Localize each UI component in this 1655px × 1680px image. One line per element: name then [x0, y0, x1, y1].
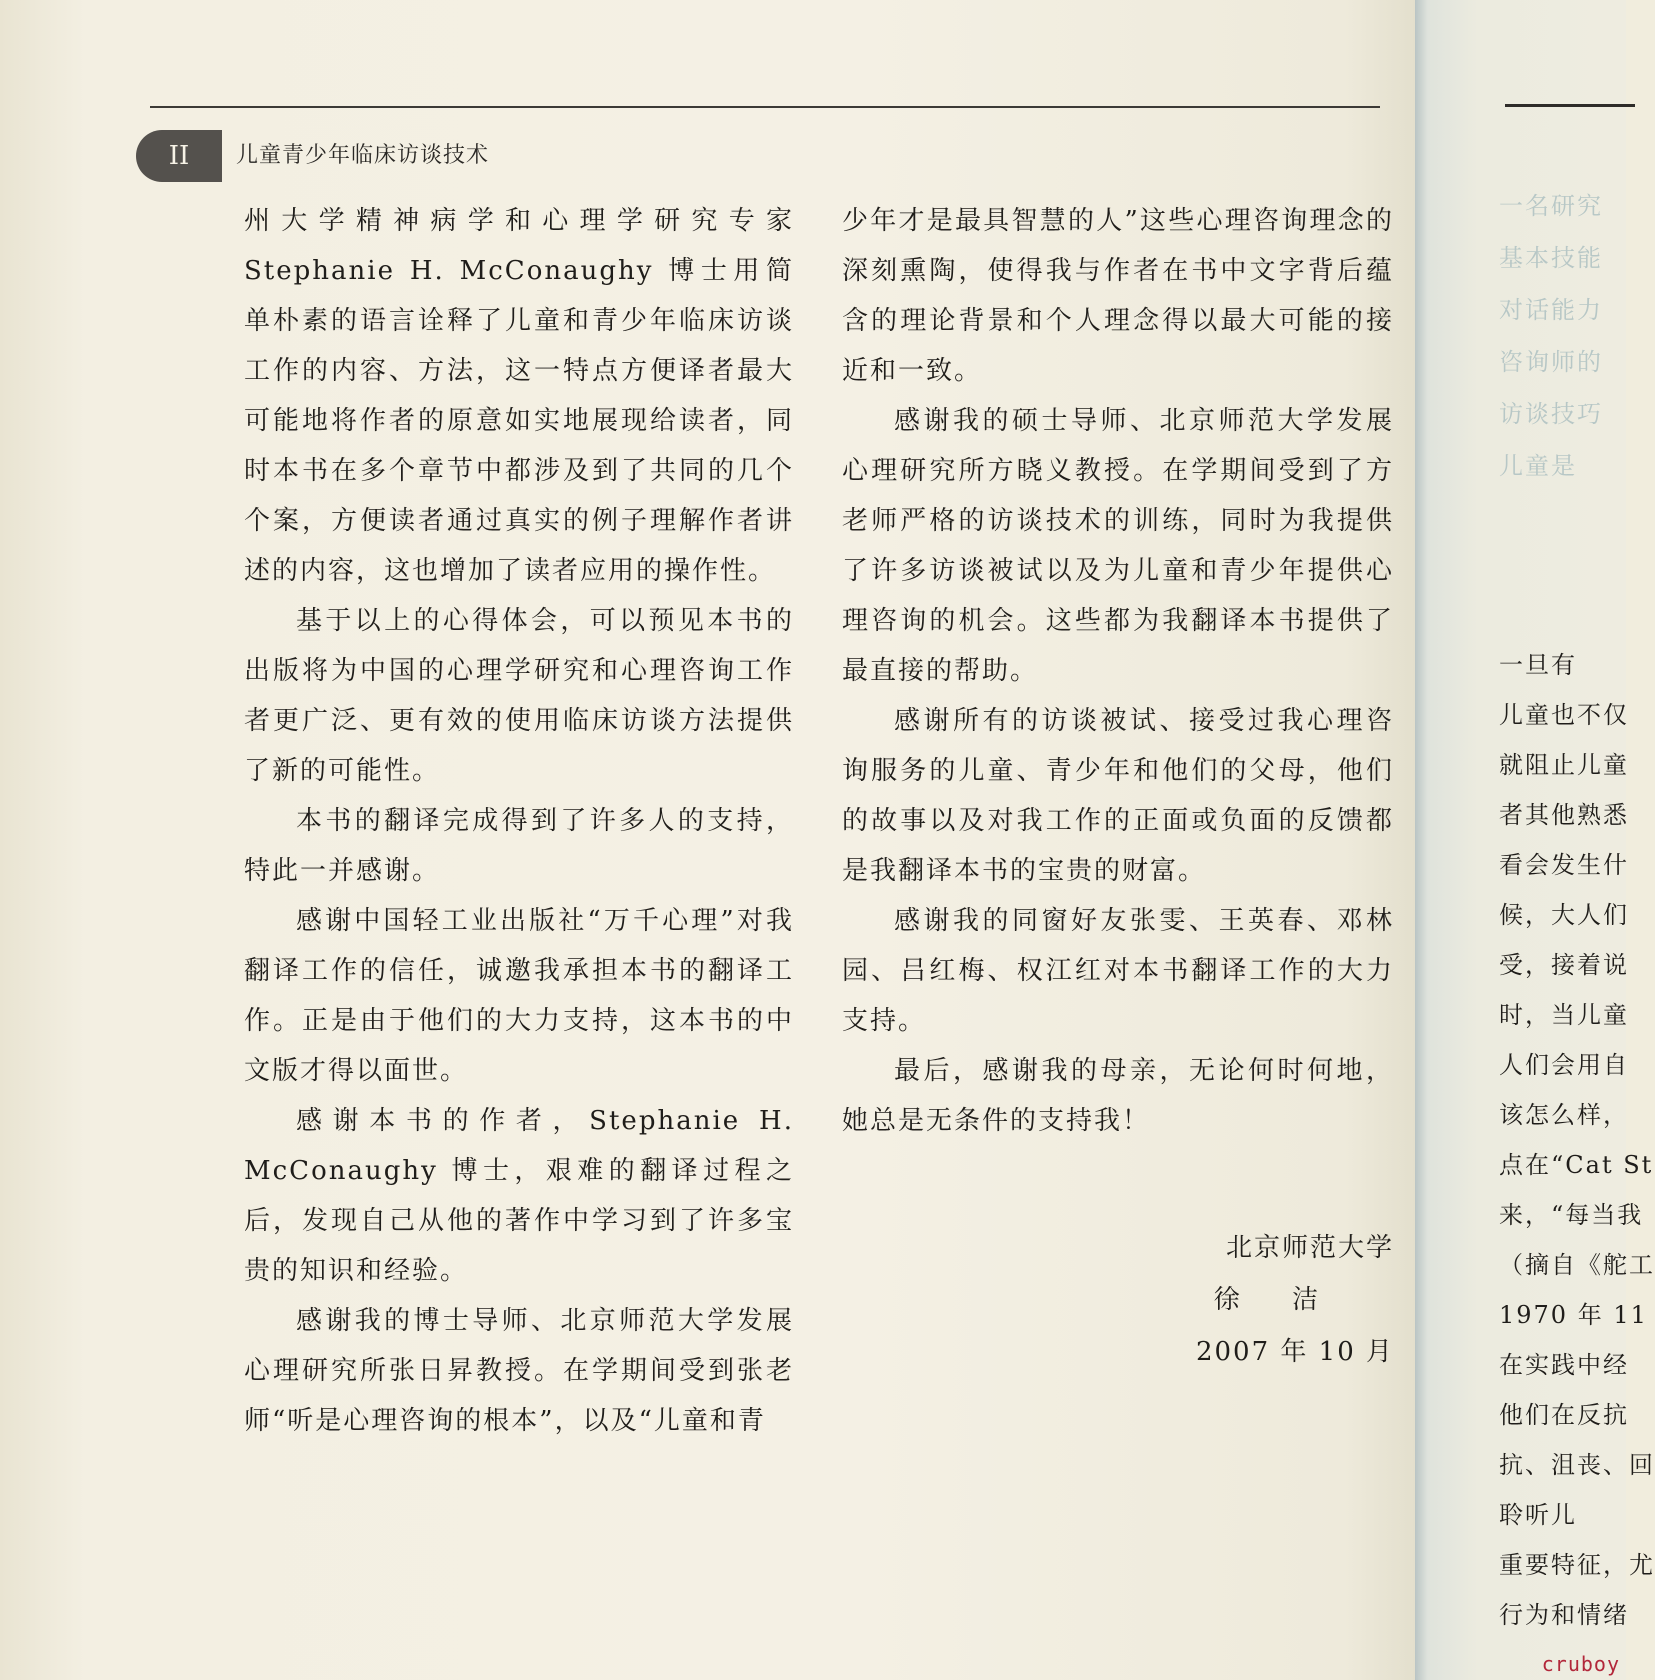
- signature-date: 2007 年 10 月: [1195, 1337, 1394, 1367]
- paragraph: 最后，感谢我的母亲，无论何时何地，她总是无条件的支持我！: [842, 1056, 1394, 1136]
- right-column: [842, 196, 1394, 1378]
- next-page-line: 时，当儿童: [1499, 1001, 1629, 1029]
- paragraph: 感谢所有的访谈被试、接受过我心理咨询服务的儿童、青少年和他们的父母，他们的故事以及对我工作的正面或负面的反馈都是我翻译本书的宝贵的财富。: [842, 706, 1394, 886]
- next-page-line: 就阻止儿童: [1499, 751, 1629, 779]
- paragraph: 感谢我的硕士导师、北京师范大学发展心理研究所方晓义教授。在学期间受到了方老师严格的访谈技术的训练，同时为我提供了许多访谈被试以及为儿童和青少年提供心理咨询的机会。这些都为我翻译本书提供了最直接的帮助。: [842, 406, 1394, 686]
- running-title: 儿童青少年临床访谈技术: [236, 143, 490, 168]
- next-page-line: 点在“Cat St: [1499, 1151, 1654, 1179]
- next-page-line: 他们在反抗: [1499, 1401, 1629, 1429]
- next-page-line: 在实践中经: [1499, 1351, 1629, 1379]
- signature-name: 徐 洁: [1213, 1285, 1340, 1315]
- next-page-header-rule: [1505, 104, 1635, 107]
- next-page-bleed-text: [1499, 180, 1639, 492]
- paragraph: 州大学精神病学和心理学研究专家 Stephanie H. McConaughy 博士用简单朴素的语言诠释了儿童和青少年临床访谈工作的内容、方法，这一特点方便译者最大可能地将作者的原意如实地展现给读者，同时本书在多个章节中都涉及到了共同的几个个案，方便读者通过真实的例子理解作者讲述的内容，这也增加了读者应用的操作性。: [244, 206, 794, 586]
- next-page-line: 该怎么样，: [1499, 1101, 1629, 1129]
- paragraph: 感谢中国轻工业出版社“万千心理”对我翻译工作的信任，诚邀我承担本书的翻译工作。正是由于他们的大力支持，这本书的中文版才得以面世。: [244, 906, 794, 1086]
- paragraph: 基于以上的心得体会，可以预见本书的出版将为中国的心理学研究和心理咨询工作者更广泛、更有效的使用临床访谈方法提供了新的可能性。: [244, 606, 794, 786]
- bleed-line: 一名研究: [1499, 192, 1603, 220]
- next-page-line: 候，大人们: [1499, 901, 1629, 929]
- paragraph: 感谢我的同窗好友张雯、王英春、邓林园、吕红梅、权江红对本书翻译工作的大力支持。: [842, 906, 1394, 1036]
- bleed-line: 咨询师的: [1499, 348, 1603, 376]
- next-page-line: 1970 年 11: [1499, 1301, 1648, 1329]
- next-page-line: 看会发生什: [1499, 851, 1629, 879]
- next-page-line: 受，接着说: [1499, 951, 1629, 979]
- paragraph: 本书的翻译完成得到了许多人的支持，特此一并感谢。: [244, 806, 794, 886]
- left-column: [244, 196, 794, 1446]
- page-number: II: [136, 130, 222, 182]
- signature-block: [842, 1222, 1394, 1378]
- bleed-line: 对话能力: [1499, 296, 1603, 324]
- next-page-line: 人们会用自: [1499, 1051, 1629, 1079]
- bleed-line: 访谈技巧: [1499, 400, 1603, 428]
- paragraph: 感谢我的博士导师、北京师范大学发展心理研究所张日昇教授。在学期间受到张老师“听是心理咨询的根本”，以及“儿童和青: [244, 1306, 794, 1436]
- bleed-line: 基本技能: [1499, 244, 1603, 272]
- next-page-line: 重要特征，尤: [1499, 1551, 1655, 1579]
- header-rule: [150, 106, 1380, 108]
- next-page-text: [1499, 640, 1655, 1640]
- paragraph: 感谢本书的作者，Stephanie H. McConaughy 博士，艰难的翻译过程之后，发现自己从他的著作中学习到了许多宝贵的知识和经验。: [244, 1106, 794, 1286]
- next-page-line: 者其他熟悉: [1499, 801, 1629, 829]
- next-page-line: 抗、沮丧、回: [1499, 1451, 1655, 1479]
- watermark: cruboy: [1541, 1652, 1620, 1676]
- next-page-edge: [1415, 0, 1655, 1680]
- signature-affiliation: 北京师范大学: [1225, 1233, 1394, 1263]
- next-page-line: 聆听儿: [1499, 1501, 1577, 1529]
- paragraph: 少年才是最具智慧的人”这些心理咨询理念的深刻熏陶，使得我与作者在书中文字背后蕴含的理论背景和个人理念得以最大可能的接近和一致。: [842, 206, 1394, 386]
- next-page-line: （摘自《舵工: [1499, 1251, 1655, 1279]
- next-page-line: 来，“每当我: [1499, 1201, 1644, 1229]
- next-page-line: 一旦有: [1499, 651, 1577, 679]
- bleed-line: 儿童是: [1499, 452, 1577, 480]
- next-page-line: 儿童也不仅: [1499, 701, 1629, 729]
- next-page-line: 行为和情绪: [1499, 1601, 1629, 1629]
